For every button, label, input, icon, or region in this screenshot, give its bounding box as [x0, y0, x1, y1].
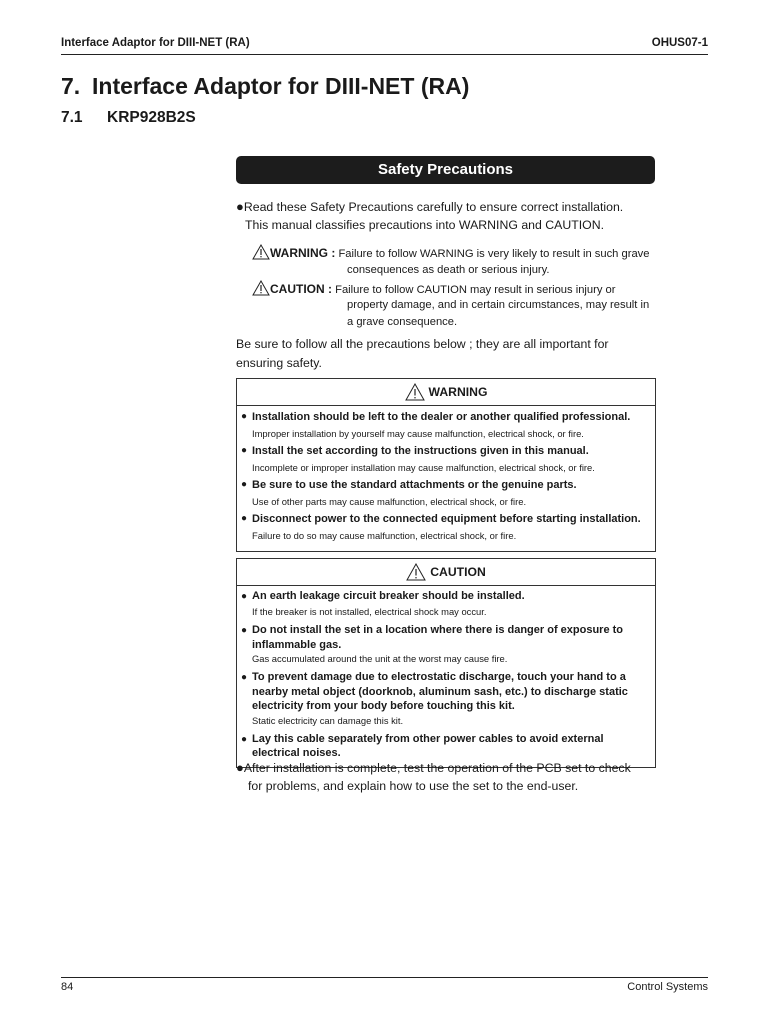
warning-definition-row-2: consequences as death or serious injury.	[347, 264, 550, 276]
subsection-number: 7.1	[61, 109, 83, 126]
warning-definition-row-1	[252, 244, 650, 263]
warning-box	[236, 378, 656, 552]
list-item-note: Use of other parts may cause malfunction, electrical shock, or fire.	[252, 496, 527, 507]
follow-precautions-line-2: ensuring safety.	[236, 356, 322, 370]
caution-box-body	[237, 586, 655, 767]
footer-section-title: Control Systems	[627, 981, 708, 993]
warning-box-header	[237, 379, 655, 406]
page-number: 84	[61, 981, 74, 993]
warning-box-body	[237, 406, 655, 551]
bullet-icon: ●	[241, 445, 248, 456]
bullet-icon: ●	[241, 733, 248, 745]
bullet-icon: ●	[241, 513, 248, 524]
document-code: OHUS07-1	[651, 37, 708, 49]
warning-triangle-icon	[405, 383, 425, 401]
list-item: ● An earth leakage circuit breaker should be installed.	[241, 589, 649, 605]
header-rule	[61, 54, 708, 55]
bullet-icon: ●	[241, 625, 248, 636]
warning-box-title: WARNING	[428, 385, 488, 399]
list-item-note: If the breaker is not installed, electrical shock may occur.	[252, 606, 487, 617]
follow-precautions-line-1: Be sure to follow all the precautions below ; they are all important for	[236, 337, 609, 351]
section-heading	[61, 73, 469, 100]
list-item-note: Gas accumulated around the unit at the worst may cause fire.	[252, 653, 508, 664]
list-item: ● Do not install the set in a location where there is danger of exposure to inflammable gas.	[241, 624, 624, 651]
bullet-icon: ●	[236, 199, 244, 214]
list-item-note: Failure to do so may cause malfunction, electrical shock, or fire.	[252, 530, 517, 541]
warning-triangle-icon	[252, 244, 270, 260]
bullet-icon: ●	[241, 672, 248, 683]
caution-triangle-icon	[406, 563, 426, 581]
caution-definition: Failure to follow CAUTION may result in serious injury or	[335, 284, 616, 296]
warning-term: WARNING :	[270, 246, 336, 260]
caution-box-header	[237, 559, 655, 586]
section-title: Interface Adaptor for DIII-NET (RA)	[92, 73, 470, 99]
list-item: ● Be sure to use the standard attachments or the genuine parts.	[241, 477, 649, 494]
list-item: ● Installation should be left to the dealer or another qualified professional.	[241, 409, 649, 426]
safety-precautions-banner: Safety Precautions	[236, 156, 655, 184]
list-item-note: Static electricity can damage this kit.	[252, 714, 404, 726]
caution-triangle-icon	[252, 280, 270, 296]
list-item: ● Lay this cable separately from other power cables to avoid external electrical noises.	[241, 732, 604, 759]
list-item-note: Incomplete or improper installation may cause malfunction, electrical shock, or fire.	[252, 462, 595, 473]
bullet-icon: ●	[241, 411, 248, 422]
footer-rule	[61, 977, 708, 978]
caution-definition-row-2: property damage, and in certain circumstances, may result in	[347, 299, 650, 311]
bullet-icon: ●	[241, 479, 248, 490]
intro-line-2: This manual classifies precautions into WARNING and CAUTION.	[245, 218, 605, 232]
subsection-heading	[61, 109, 196, 127]
list-item: ● Disconnect power to the connected equipment before starting installation.	[241, 511, 649, 528]
section-number: 7.	[61, 73, 81, 99]
list-item: ● Install the set according to the instructions given in this manual.	[241, 443, 649, 460]
warning-definition: Failure to follow WARNING is very likely to result in such grave	[338, 248, 650, 260]
caution-definition-row-3: a grave consequence.	[347, 316, 458, 328]
after-installation-line-2: for problems, and explain how to use the set to the end-user.	[248, 779, 579, 793]
running-header-title: Interface Adaptor for DIII-NET (RA)	[61, 37, 250, 49]
subsection-title: KRP928B2S	[107, 109, 196, 126]
caution-term: CAUTION :	[270, 282, 332, 296]
intro-line-1: ●Read these Safety Precautions carefully to ensure correct installation.	[236, 199, 624, 214]
bullet-icon: ●	[241, 591, 248, 602]
list-item-note: Improper installation by yourself may cause malfunction, electrical shock, or fire.	[252, 428, 584, 439]
bullet-icon: ●	[236, 760, 244, 775]
caution-box	[236, 558, 656, 768]
after-installation-line-1: ●After installation is complete, test the operation of the PCB set to check	[236, 760, 631, 775]
caution-box-title: CAUTION	[430, 565, 486, 579]
list-item: ● To prevent damage due to electrostatic discharge, touch your hand to a nearby metal object (doorknob, aluminum sash, etc.) to discharge static electricity from your body before touching this kit.	[241, 671, 628, 712]
